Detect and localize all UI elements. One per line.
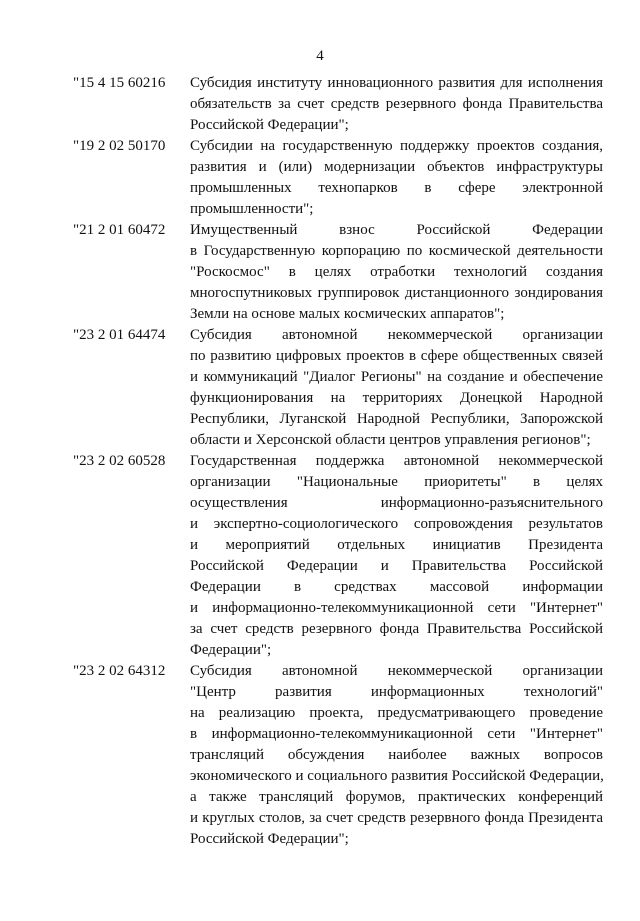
description-line: Земли на основе малых космических аппаратов"; xyxy=(190,306,505,322)
description-line: промышленности"; xyxy=(190,201,314,217)
budget-code: "15 4 15 60216 xyxy=(73,75,166,91)
description-line: области и Херсонской области центров управления регионов"; xyxy=(190,432,591,448)
description-line: в Государственную корпорацию по космической деятельности xyxy=(190,243,603,259)
description-line: многоспутниковых группировок дистанционного зондирования xyxy=(190,285,603,301)
budget-code: "23 2 02 60528 xyxy=(73,453,166,469)
description-line: и экспертно-социологического сопровождения результатов xyxy=(190,516,603,532)
entry-description xyxy=(190,325,603,451)
description-line: Субсидия автономной некоммерческой организации xyxy=(190,327,603,343)
description-line: и круглых столов, за счет средств резервного фонда Президента xyxy=(190,810,603,826)
description-line: обязательств за счет средств резервного фонда Правительства xyxy=(190,96,603,112)
entry-description xyxy=(190,136,603,220)
entry-description xyxy=(190,220,603,325)
description-line: Федерации"; xyxy=(190,642,272,658)
page-number: 4 xyxy=(316,48,324,64)
description-line: осуществления информационно-разъяснительного xyxy=(190,495,603,511)
budget-code: "19 2 02 50170 xyxy=(73,138,166,154)
description-line: Республики, Луганской Народной Республики, Запорожской xyxy=(190,411,603,427)
description-line: Субсидия институту инновационного развития для исполнения xyxy=(190,75,603,91)
list-item xyxy=(73,325,603,451)
description-line: Субсидия автономной некоммерческой организации xyxy=(190,663,603,679)
budget-code-list xyxy=(73,73,603,850)
entry-description xyxy=(190,73,603,136)
list-item xyxy=(73,220,603,325)
description-line: Российской Федерации"; xyxy=(190,831,349,847)
list-item xyxy=(73,661,603,850)
description-line: Федерации в средствах массовой информации xyxy=(190,579,603,595)
description-line: Имущественный взнос Российской Федерации xyxy=(190,222,603,238)
description-line: трансляций обсуждения наиболее важных вопросов xyxy=(190,747,603,763)
list-item xyxy=(73,136,603,220)
description-line: по развитию цифровых проектов в сфере общественных связей xyxy=(190,348,603,364)
budget-code: "23 2 01 64474 xyxy=(73,327,166,343)
description-line: развития и (или) модернизации объектов инфраструктуры xyxy=(190,159,603,175)
description-line: и коммуникаций "Диалог Регионы" на создание и обеспечение xyxy=(190,369,603,385)
description-line: организации "Национальные приоритеты" в целях xyxy=(190,474,603,490)
description-line: экономического и социального развития Российской Федерации, xyxy=(190,768,604,784)
description-line: Государственная поддержка автономной некоммерческой xyxy=(190,453,603,469)
description-line: Субсидии на государственную поддержку проектов создания, xyxy=(190,138,603,154)
description-line: "Центр развития информационных технологий" xyxy=(190,684,603,700)
entry-description xyxy=(190,451,603,661)
description-line: и информационно-телекоммуникационной сети "Интернет" xyxy=(190,600,603,616)
entry-description xyxy=(190,661,603,850)
description-line: а также трансляций форумов, практических конференций xyxy=(190,789,603,805)
description-line: за счет средств резервного фонда Правительства Российской xyxy=(190,621,603,637)
budget-code: "23 2 02 64312 xyxy=(73,663,166,679)
description-line: функционирования на территориях Донецкой Народной xyxy=(190,390,603,406)
list-item xyxy=(73,73,603,136)
description-line: Российской Федерации и Правительства Российской xyxy=(190,558,603,574)
description-line: Российской Федерации"; xyxy=(190,117,349,133)
description-line: и мероприятий отдельных инициатив Президента xyxy=(190,537,603,553)
list-item xyxy=(73,451,603,661)
description-line: в информационно-телекоммуникационной сети "Интернет" xyxy=(190,726,603,742)
description-line: промышленных технопарков в сфере электронной xyxy=(190,180,603,196)
description-line: "Роскосмос" в целях отработки технологий создания xyxy=(190,264,603,280)
description-line: на реализацию проекта, предусматривающего проведение xyxy=(190,705,603,721)
budget-code: "21 2 01 60472 xyxy=(73,222,166,238)
